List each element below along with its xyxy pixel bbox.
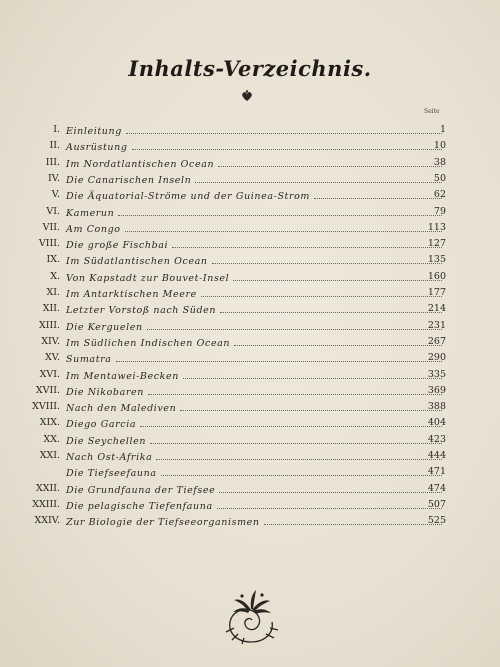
chapter-title: Nach den Malediven — [66, 403, 177, 415]
chapter-number: XVI. — [39, 368, 60, 380]
toc-entry — [0, 336, 500, 352]
chapter-number: XXIV. — [34, 515, 60, 527]
page-number: 423 — [427, 433, 446, 445]
toc-entry — [0, 140, 500, 156]
page-number: 444 — [427, 450, 446, 461]
entry-line — [66, 483, 446, 499]
page-number: 507 — [427, 498, 446, 510]
entry-line — [66, 434, 446, 450]
chapter-title: Im Mentawei-Becken — [66, 370, 179, 382]
chapter-number: VI. — [46, 205, 60, 217]
dot-leader — [219, 483, 442, 493]
chapter-title: Im Nordatlantischen Ocean — [66, 158, 215, 170]
entry-line — [66, 222, 446, 238]
chapter-number: XVIII. — [32, 401, 60, 413]
page-number: 62 — [433, 189, 446, 201]
page-title: Inhalts-Verzeichnis. — [128, 56, 372, 81]
page-number: 388 — [427, 401, 446, 413]
toc-entry — [0, 157, 500, 173]
page-number: 113 — [427, 221, 446, 233]
toc-entry — [0, 206, 500, 222]
chapter-title: Diego Garcia — [66, 419, 137, 431]
toc-entry — [0, 222, 500, 238]
chapter-number: XX. — [43, 433, 60, 445]
page-number: 38 — [433, 156, 446, 168]
dot-leader — [148, 385, 442, 395]
page-number: 335 — [427, 368, 446, 380]
chapter-title: Am Congo — [66, 223, 121, 235]
entry-line — [66, 369, 446, 385]
entry-line — [66, 238, 446, 254]
chapter-number: IX. — [46, 254, 60, 266]
chapter-number: I. — [53, 124, 60, 135]
entry-line — [66, 336, 446, 352]
dot-leader — [118, 206, 442, 216]
toc-entry — [0, 124, 500, 140]
chapter-number: XXI. — [39, 450, 60, 461]
toc-entry — [0, 189, 500, 205]
dot-leader — [220, 303, 442, 313]
page-number: 10 — [433, 140, 446, 152]
toc-entry — [0, 303, 500, 319]
entry-line — [66, 124, 446, 140]
entry-line — [66, 271, 446, 287]
dot-leader — [116, 352, 442, 362]
chapter-title: Die Kerguelen — [66, 321, 143, 333]
chapter-number: XIV. — [41, 335, 60, 347]
toc-entry — [0, 385, 500, 401]
toc-entry — [0, 254, 500, 270]
page-number: 290 — [427, 352, 446, 364]
dot-leader — [183, 369, 442, 379]
chapter-title: Im Südlichen Indischen Ocean — [66, 337, 231, 349]
chapter-number: XVII. — [35, 384, 60, 396]
page-column-label: Seite — [424, 108, 440, 115]
toc-entry — [0, 352, 500, 368]
entry-line — [66, 287, 446, 303]
page-number: 471 — [427, 466, 446, 478]
chapter-number: XI. — [46, 287, 60, 298]
page-number: 160 — [427, 270, 446, 282]
dot-leader — [201, 287, 442, 297]
chapter-title: Die Seychellen — [66, 435, 147, 447]
entry-line — [66, 206, 446, 222]
page-number: 525 — [427, 515, 446, 527]
fleuron-icon — [240, 90, 254, 102]
dot-leader — [234, 336, 442, 346]
page-number: 135 — [427, 254, 446, 266]
entry-line — [66, 140, 446, 156]
page-number: 214 — [427, 303, 446, 315]
dot-leader — [132, 140, 442, 150]
toc-entry — [0, 466, 500, 482]
dot-leader — [233, 271, 442, 281]
entry-line — [66, 385, 446, 401]
chapter-number: XXII. — [35, 482, 60, 494]
dot-leader — [126, 124, 442, 134]
dot-leader — [180, 401, 442, 411]
page-number: 79 — [433, 205, 446, 217]
chapter-title: Die große Fischbai — [66, 240, 169, 252]
toc-entry — [0, 320, 500, 336]
toc-entry — [0, 417, 500, 433]
toc-entry — [0, 515, 500, 531]
entry-line — [66, 303, 446, 319]
dot-leader — [125, 222, 442, 232]
toc-entry — [0, 499, 500, 515]
chapter-title: Ausrüstung — [66, 142, 128, 154]
toc-entry — [0, 238, 500, 254]
page-number: 231 — [427, 319, 446, 331]
entry-line — [66, 320, 446, 336]
chapter-number: XII. — [42, 303, 60, 315]
chapter-title: Die Äquatorial-Ströme und der Guinea-Strom — [66, 191, 311, 203]
chapter-title: Von Kapstadt zur Bouvet-Insel — [66, 272, 230, 284]
entry-line — [66, 401, 446, 417]
dot-leader — [218, 157, 442, 167]
dot-leader — [150, 434, 442, 444]
chapter-title: Die Tiefseefauna — [66, 468, 157, 480]
toc-entry — [0, 287, 500, 303]
toc-entry — [0, 483, 500, 499]
page-number: 474 — [427, 482, 446, 494]
entry-line — [66, 466, 446, 482]
dot-leader — [217, 499, 442, 509]
chapter-title: Letzter Vorstoß nach Süden — [66, 305, 217, 317]
entry-line — [66, 352, 446, 368]
chapter-title: Nach Ost-Afrika — [66, 452, 153, 463]
entry-line — [66, 173, 446, 189]
page-number: 127 — [427, 238, 446, 250]
chapter-number: XIII. — [38, 319, 60, 331]
toc-entry — [0, 173, 500, 189]
chapter-number: III. — [45, 156, 60, 168]
dot-leader — [140, 417, 442, 427]
page-number: 177 — [427, 287, 446, 298]
chapter-title: Zur Biologie der Tiefseeorganismen — [66, 517, 260, 529]
chapter-title: Kamerun — [66, 207, 115, 219]
chapter-number: XV. — [45, 352, 60, 364]
chapter-number: V. — [51, 189, 60, 201]
chapter-title: Sumatra — [66, 354, 112, 366]
toc-entry — [0, 369, 500, 385]
toc-entry — [0, 271, 500, 287]
dot-leader — [172, 238, 442, 248]
dot-leader — [212, 254, 442, 264]
dot-leader — [147, 320, 442, 330]
chapter-number: VIII. — [38, 238, 60, 250]
chapter-number: XXIII. — [32, 498, 60, 510]
entry-line — [66, 515, 446, 531]
chapter-title: Einleitung — [66, 126, 122, 137]
chapter-number: IV. — [48, 172, 60, 184]
toc-entry — [0, 401, 500, 417]
dot-leader — [156, 450, 442, 460]
chapter-title: Die Canarischen Inseln — [66, 174, 192, 186]
entry-line — [66, 499, 446, 515]
entry-line — [66, 417, 446, 433]
page-number: 1 — [439, 124, 446, 135]
chapter-number: VII. — [42, 221, 60, 233]
dot-leader — [195, 173, 442, 183]
page-number: 404 — [427, 417, 446, 429]
dot-leader — [161, 466, 442, 476]
chapter-title: Im Südatlantischen Ocean — [66, 256, 208, 268]
entry-line — [66, 157, 446, 173]
chapter-title: Die Nikobaren — [66, 386, 144, 398]
chapter-title: Die pelagische Tiefenfauna — [66, 500, 213, 512]
entry-line — [66, 450, 446, 466]
page-number: 369 — [427, 384, 446, 396]
chapter-title: Im Antarktischen Meere — [66, 289, 197, 300]
toc-entry — [0, 450, 500, 466]
page-number: 50 — [433, 172, 446, 184]
page-number: 267 — [427, 335, 446, 347]
toc-entry — [0, 434, 500, 450]
entry-line — [66, 254, 446, 270]
chapter-title: Die Grundfauna der Tiefsee — [66, 484, 216, 496]
entry-line — [66, 189, 446, 205]
chapter-number: X. — [50, 270, 60, 282]
chapter-number: XIX. — [39, 417, 60, 429]
chapter-number: II. — [49, 140, 60, 152]
shell-ornament-icon — [220, 588, 282, 646]
